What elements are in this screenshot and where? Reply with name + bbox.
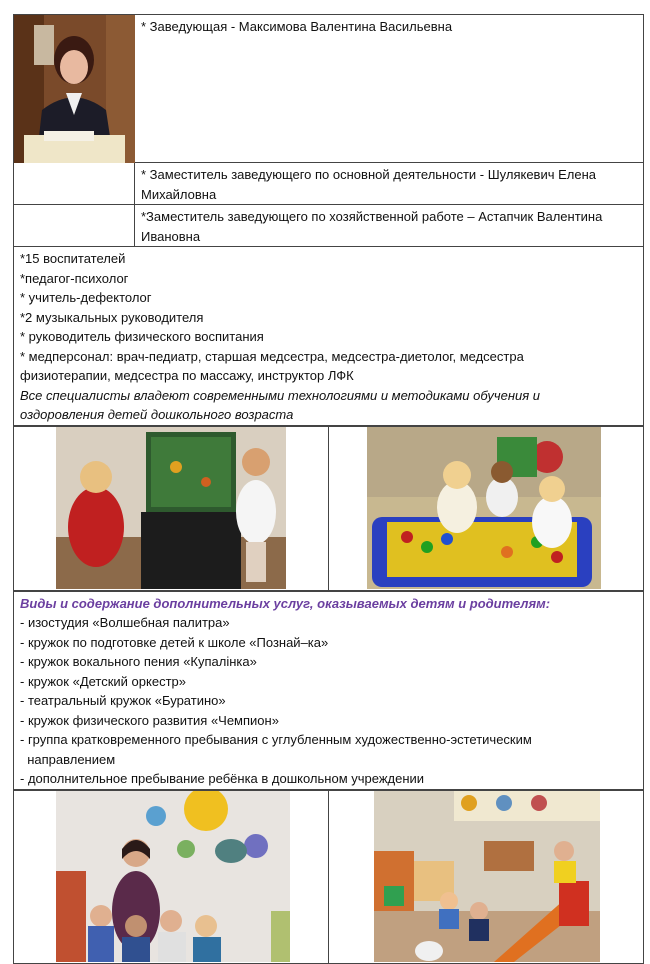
staff-note-line: оздоровления детей дошкольного возраста xyxy=(20,407,294,422)
staff-line: *педагог-психолог xyxy=(20,270,129,286)
empty-cell xyxy=(14,163,135,205)
staff-list-cell xyxy=(14,247,644,426)
service-item: - кружок физического развития «Чемпион» xyxy=(20,712,279,728)
service-item: - изостудия «Волшебная палитра» xyxy=(20,615,230,630)
staff-line: *2 музыкальных руководителя xyxy=(20,309,204,325)
playroom-photo xyxy=(374,791,600,962)
head-cell xyxy=(135,15,644,163)
children-ball-pit-photo xyxy=(367,427,601,589)
services-table xyxy=(13,591,644,790)
head-photo-cell xyxy=(14,15,135,163)
deputy-main-cell xyxy=(135,163,644,205)
photo-cell-ball-pit xyxy=(329,426,644,590)
teacher-with-children-photo xyxy=(56,791,290,962)
services-cell xyxy=(14,591,644,789)
service-item: - группа кратковременного пребывания с углубленным художественно-эстетическим xyxy=(20,732,532,747)
staff-line: * учитель-дефектолог xyxy=(20,290,152,305)
service-item: - кружок вокального пения «Купалінка» xyxy=(20,654,257,669)
services-title: Виды и содержание дополнительных услуг, оказываемых детям и родителям: xyxy=(20,595,551,611)
service-item: - дополнительное пребывание ребёнка в дошкольном учреждении xyxy=(20,771,425,786)
staff-line: * руководитель физического воспитания xyxy=(20,329,264,344)
staff-line: * медперсонал: врач-педиатр, старшая медсестра, медсестра-диетолог, медсестра xyxy=(20,348,524,364)
services-list xyxy=(14,592,643,789)
empty-cell xyxy=(14,205,135,247)
staff-note-line: Все специалисты владеют современными технологиями и методиками обучения и xyxy=(20,387,541,403)
staff-line: физиотерапии, медсестра по массажу, инструктор ЛФК xyxy=(20,368,354,383)
staff-line: *15 воспитателей xyxy=(20,251,126,266)
photos-table-top xyxy=(13,426,644,591)
service-item: - кружок по подготовке детей к школе «Познай–ка» xyxy=(20,634,329,650)
service-item: направлением xyxy=(20,751,116,767)
staff-list xyxy=(14,247,643,425)
service-item: - театральный кружок «Буратино» xyxy=(20,693,226,708)
deputy-household-cell xyxy=(135,205,644,247)
deputy-main-name: * Заместитель заведующего по основной деятельности - Шулякевич Елена Михайловна xyxy=(141,167,596,202)
head-name: * Заведующая - Максимова Валентина Васильевна xyxy=(141,19,453,34)
head-portrait-photo xyxy=(14,15,135,163)
deputy-household-name: *Заместитель заведующего по хозяйственной работе – Астапчик Валентина Ивановна xyxy=(141,209,603,244)
service-item: - кружок «Детский оркестр» xyxy=(20,673,186,689)
photo-cell-teacher xyxy=(14,790,329,963)
document-page xyxy=(13,14,643,964)
photos-table-bottom xyxy=(13,790,644,964)
photo-cell-playroom xyxy=(329,790,644,963)
children-aquarium-photo xyxy=(56,427,286,589)
staff-table xyxy=(13,14,644,426)
photo-cell-aquarium xyxy=(14,426,329,590)
